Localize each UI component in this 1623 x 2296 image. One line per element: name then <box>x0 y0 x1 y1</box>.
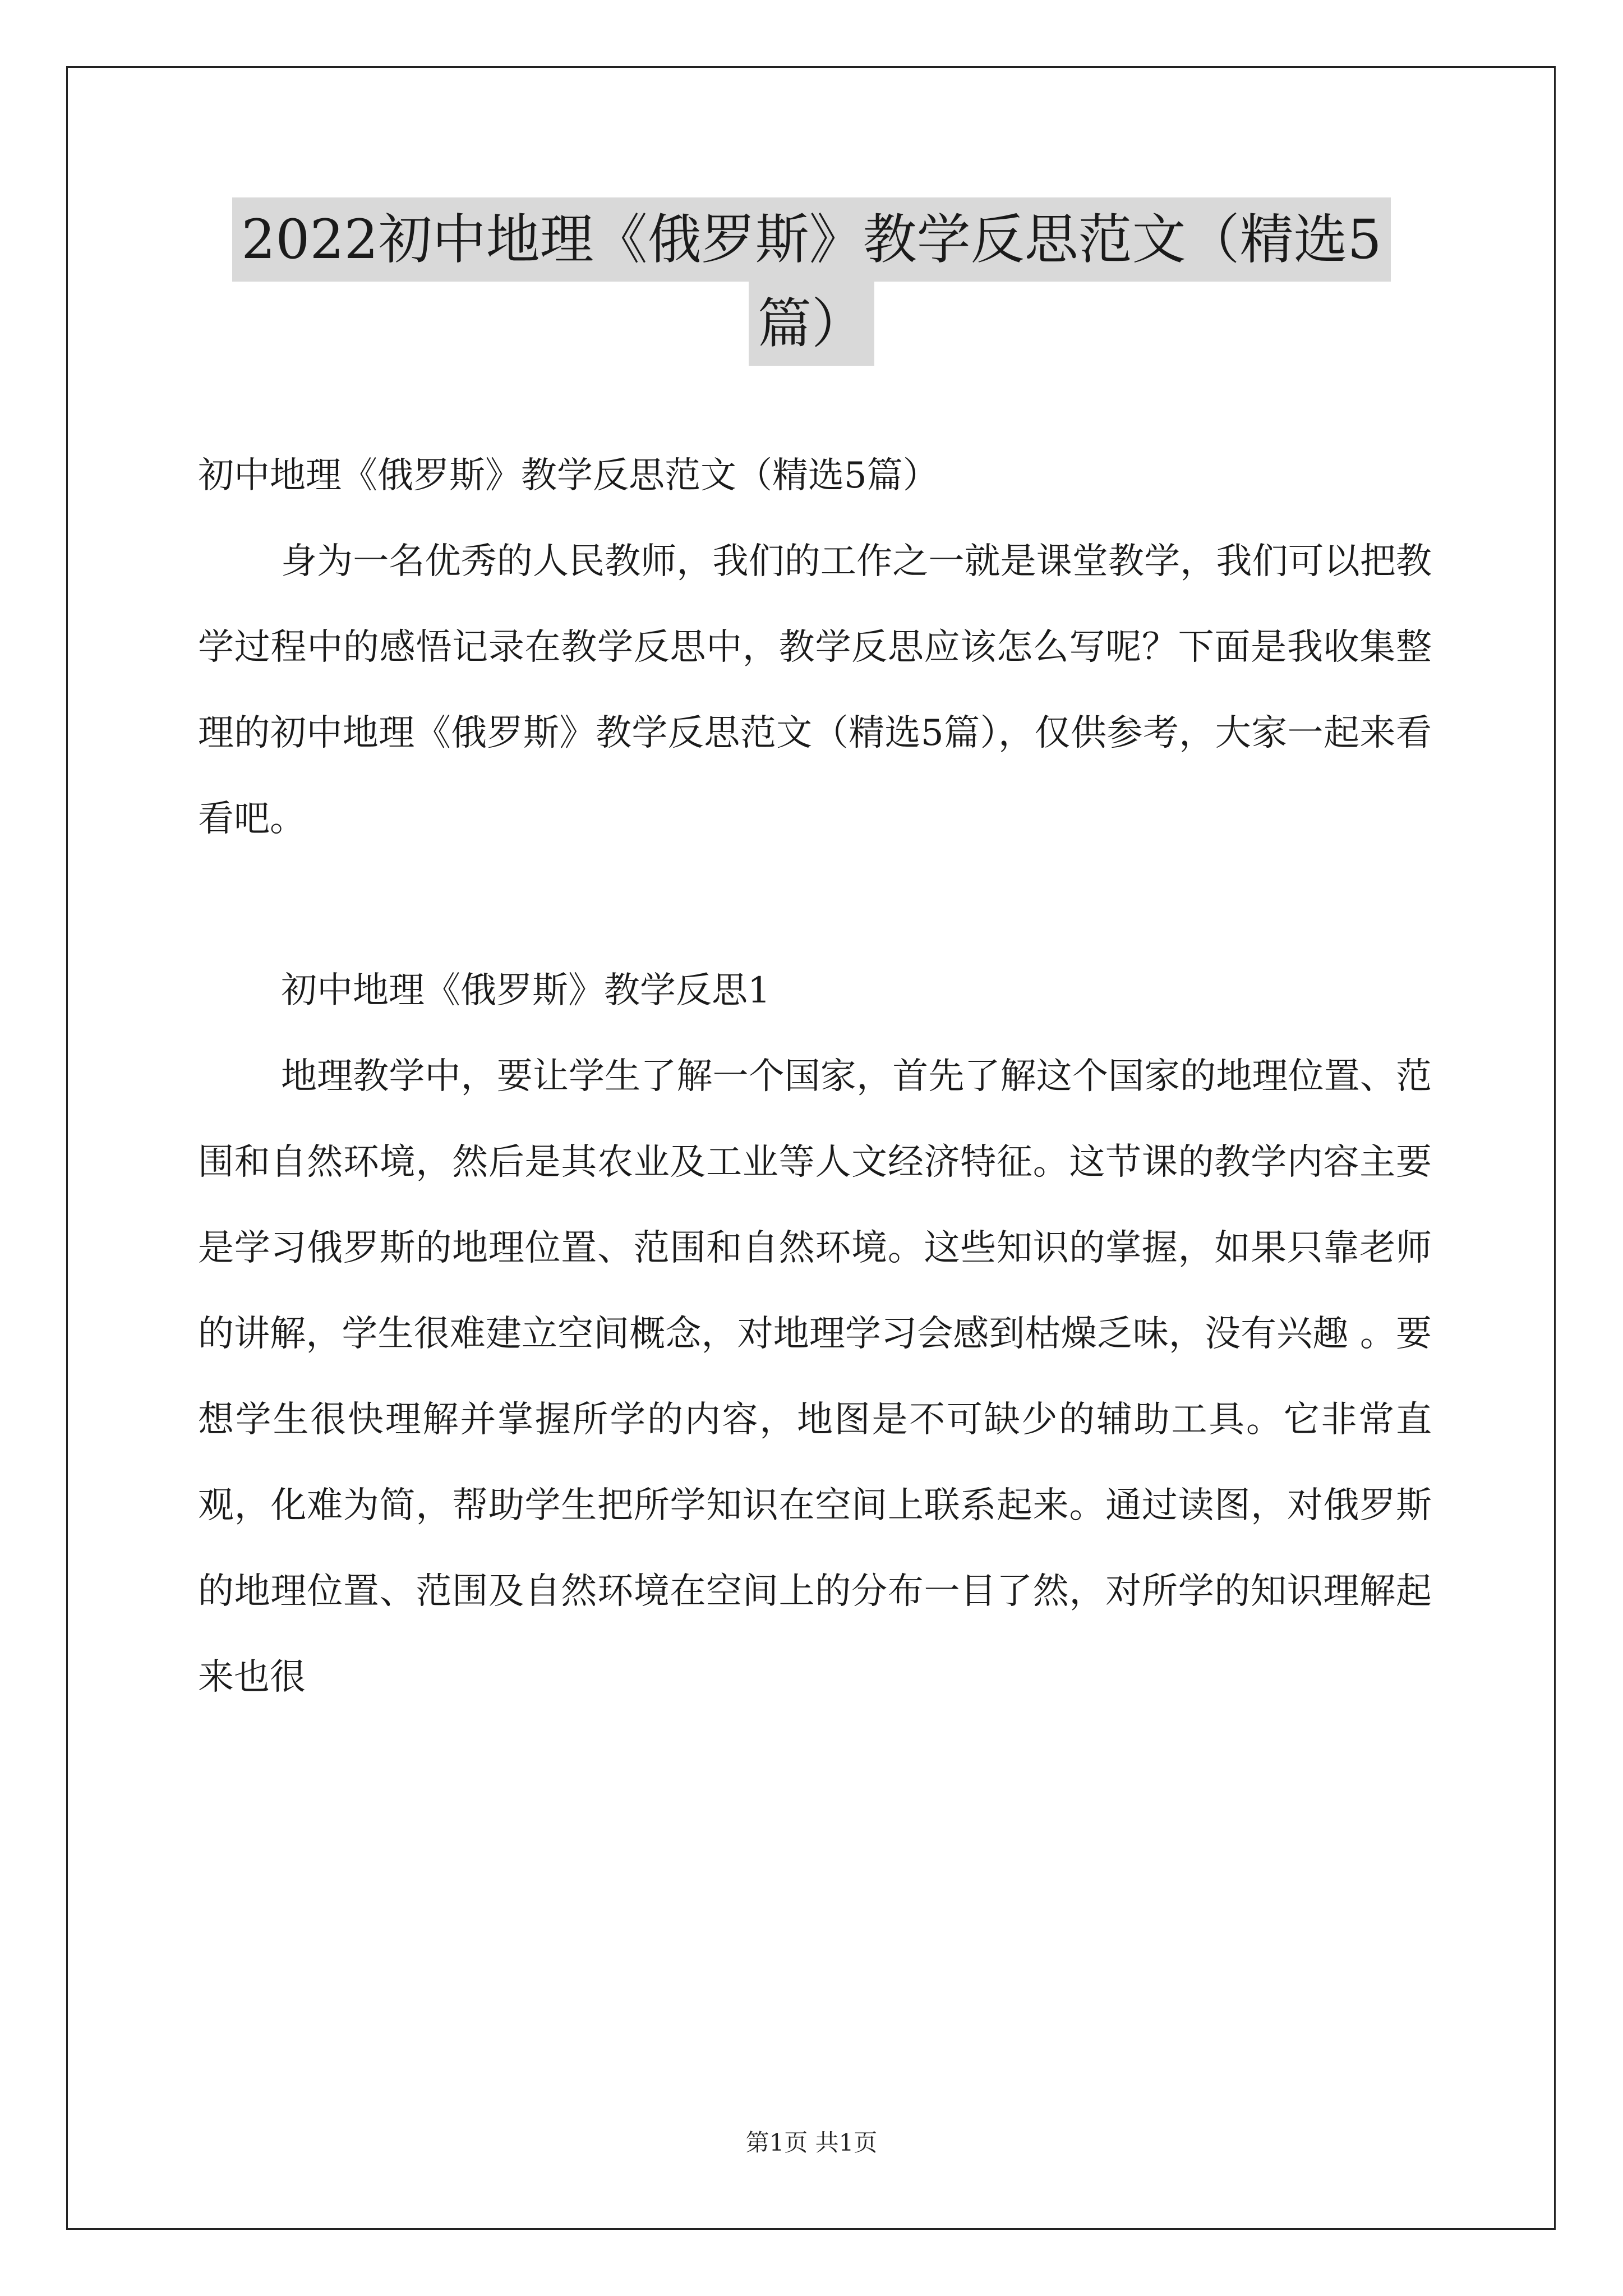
title-line-2: 篇） <box>749 282 874 366</box>
document-body <box>198 433 1432 1720</box>
title-line-1: 2022初中地理《俄罗斯》教学反思范文（精选5 <box>232 197 1390 282</box>
document-title <box>0 197 1623 366</box>
intro-paragraph: 身为一名优秀的人民教师，我们的工作之一就是课堂教学，我们可以把教学过程中的感悟记录在教学反思中，教学反思应该怎么写呢？下面是我收集整理的初中地理《俄罗斯》教学反思范文（精选5篇），仅供参考，大家一起来看看吧。 <box>198 541 1432 840</box>
paragraph-spacer <box>198 862 1432 948</box>
page-footer: 第1页 共1页 <box>745 2129 878 2156</box>
section-1-paragraph: 地理教学中，要让学生了解一个国家，首先了解这个国家的地理位置、范围和自然环境，然后是其农业及工业等人文经济特征。这节课的教学内容主要是学习俄罗斯的地理位置、范围和自然环境。这些知识的掌握，如果只靠老师的讲解，学生很难建立空间概念，对地理学习会感到枯燥乏味，没有兴趣 。要想学生很快理解并掌握所学的内容，地图是不可缺少的辅助工具。它非常直观，化难为简，帮助学生把所学知识在空间上联系起来。通过读图，对俄罗斯的地理位置、范围及自然环境在空间上的分布一目了然，对所学的知识理解起来也很 <box>198 1056 1432 1698</box>
section-1-heading: 初中地理《俄罗斯》教学反思1 <box>281 970 771 1011</box>
document-subtitle: 初中地理《俄罗斯》教学反思范文（精选5篇） <box>198 455 939 496</box>
